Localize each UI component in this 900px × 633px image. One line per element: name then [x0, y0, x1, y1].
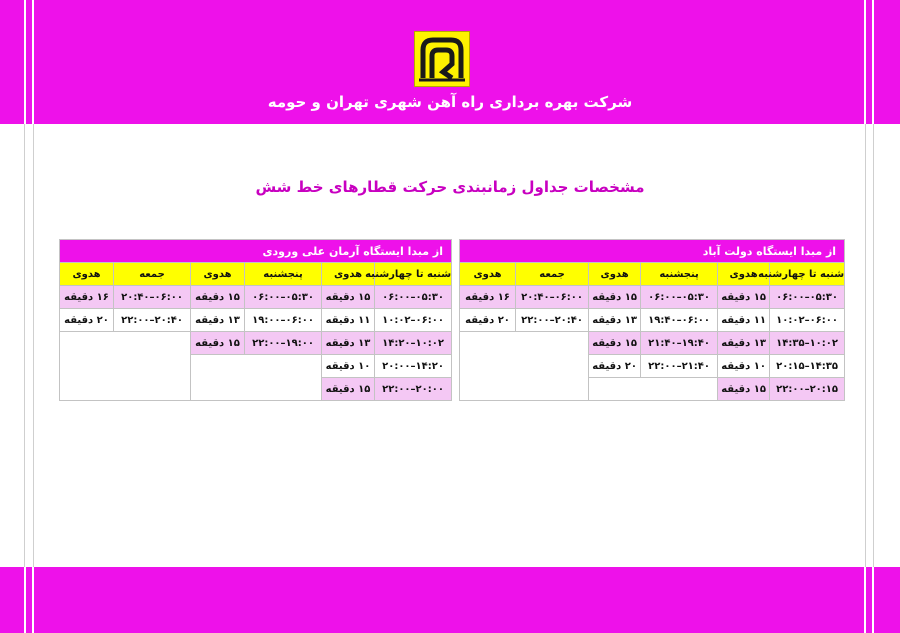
headway: ۱۵ دقیقه: [322, 378, 375, 401]
time-range: ۱۴:۳۵–۲۰:۱۵: [770, 355, 845, 378]
time-range: ۰۶:۰۰–۲۰:۴۰: [516, 286, 589, 309]
table-caption: از مبدا ایستگاه دولت آباد: [460, 240, 845, 263]
headway: ۱۰ دقیقه: [718, 355, 770, 378]
time-range: ۰۵:۳۰–۰۶:۰۰: [245, 286, 322, 309]
frame-line: [873, 124, 874, 567]
footer-band: [0, 567, 900, 633]
time-range: ۱۴:۲۰–۲۰:۰۰: [375, 355, 452, 378]
header-weekday: شنبه تا چهارشنبه: [770, 263, 845, 286]
headway: ۲۰ دقیقه: [60, 309, 114, 332]
header-thursday: پنجشنبه: [641, 263, 718, 286]
header-friday: جمعه: [516, 263, 589, 286]
header-headway: هدوی: [589, 263, 641, 286]
headway: ۱۱ دقیقه: [718, 309, 770, 332]
headway: ۱۳ دقیقه: [322, 332, 375, 355]
headway: ۱۶ دقیقه: [460, 286, 516, 309]
empty-cell: [191, 355, 322, 401]
headway: ۲۰ دقیقه: [460, 309, 516, 332]
time-range: ۰۶:۰۰–۱۰:۰۲: [770, 309, 845, 332]
headway: ۱۵ دقیقه: [322, 286, 375, 309]
schedule-table-arman-ali: [59, 239, 452, 401]
header-friday: جمعه: [114, 263, 191, 286]
headway: ۱۵ دقیقه: [589, 286, 641, 309]
table-row: [60, 332, 452, 355]
time-range: ۱۹:۰۰–۲۲:۰۰: [245, 332, 322, 355]
header-thursday: پنجشنبه: [245, 263, 322, 286]
time-range: ۱۰:۰۲–۱۴:۳۵: [770, 332, 845, 355]
headway: ۱۵ دقیقه: [589, 332, 641, 355]
header-headway: هدوی: [322, 263, 375, 286]
time-range: ۰۶:۰۰–۱۹:۴۰: [641, 309, 718, 332]
headway: ۱۶ دقیقه: [60, 286, 114, 309]
table-row: [60, 309, 452, 332]
schedule-table-dowlat-abad: [459, 239, 845, 401]
header-headway: هدوی: [718, 263, 770, 286]
time-range: ۱۰:۰۲–۱۴:۲۰: [375, 332, 452, 355]
headway: ۱۳ دقیقه: [718, 332, 770, 355]
frame-line: [865, 124, 866, 567]
empty-cell: [589, 378, 718, 401]
time-range: ۲۱:۴۰–۲۲:۰۰: [641, 355, 718, 378]
time-range: ۰۶:۰۰–۲۰:۴۰: [114, 286, 191, 309]
frame-line: [24, 124, 25, 567]
time-range: ۰۵:۳۰–۰۶:۰۰: [375, 286, 452, 309]
time-range: ۰۶:۰۰–۱۹:۰۰: [245, 309, 322, 332]
time-range: ۰۵:۳۰–۰۶:۰۰: [770, 286, 845, 309]
header-headway: هدوی: [460, 263, 516, 286]
headway: ۱۳ دقیقه: [589, 309, 641, 332]
time-range: ۱۹:۴۰–۲۱:۴۰: [641, 332, 718, 355]
table-row: [460, 286, 845, 309]
headway: ۱۵ دقیقه: [718, 286, 770, 309]
page-title: مشخصات جداول زمانبندی حرکت قطارهای خط شش: [255, 178, 645, 196]
empty-cell: [460, 332, 589, 401]
header-headway: هدوی: [60, 263, 114, 286]
headway: ۱۵ دقیقه: [191, 286, 245, 309]
headway: ۱۰ دقیقه: [322, 355, 375, 378]
headway: ۱۱ دقیقه: [322, 309, 375, 332]
headway: ۱۳ دقیقه: [191, 309, 245, 332]
table-row: [460, 332, 845, 355]
time-range: ۲۰:۴۰–۲۲:۰۰: [114, 309, 191, 332]
time-range: ۰۵:۳۰–۰۶:۰۰: [641, 286, 718, 309]
time-range: ۲۰:۱۵–۲۲:۰۰: [770, 378, 845, 401]
empty-cell: [60, 332, 191, 401]
headway: ۱۵ دقیقه: [191, 332, 245, 355]
frame-line: [33, 124, 34, 567]
headway: ۲۰ دقیقه: [589, 355, 641, 378]
time-range: ۰۶:۰۰–۱۰:۰۲: [375, 309, 452, 332]
header-weekday: شنبه تا چهارشنبه: [375, 263, 452, 286]
time-range: ۲۰:۰۰–۲۲:۰۰: [375, 378, 452, 401]
table-row: [60, 286, 452, 309]
headway: ۱۵ دقیقه: [718, 378, 770, 401]
table-caption: از مبدا ایستگاه آرمان علی ورودی: [60, 240, 452, 263]
metro-logo-icon: [414, 31, 470, 87]
header-headway: هدوی: [191, 263, 245, 286]
time-range: ۲۰:۴۰–۲۲:۰۰: [516, 309, 589, 332]
table-row: [460, 309, 845, 332]
company-name: شرکت بهره برداری راه آهن شهری تهران و حومه: [267, 93, 633, 111]
